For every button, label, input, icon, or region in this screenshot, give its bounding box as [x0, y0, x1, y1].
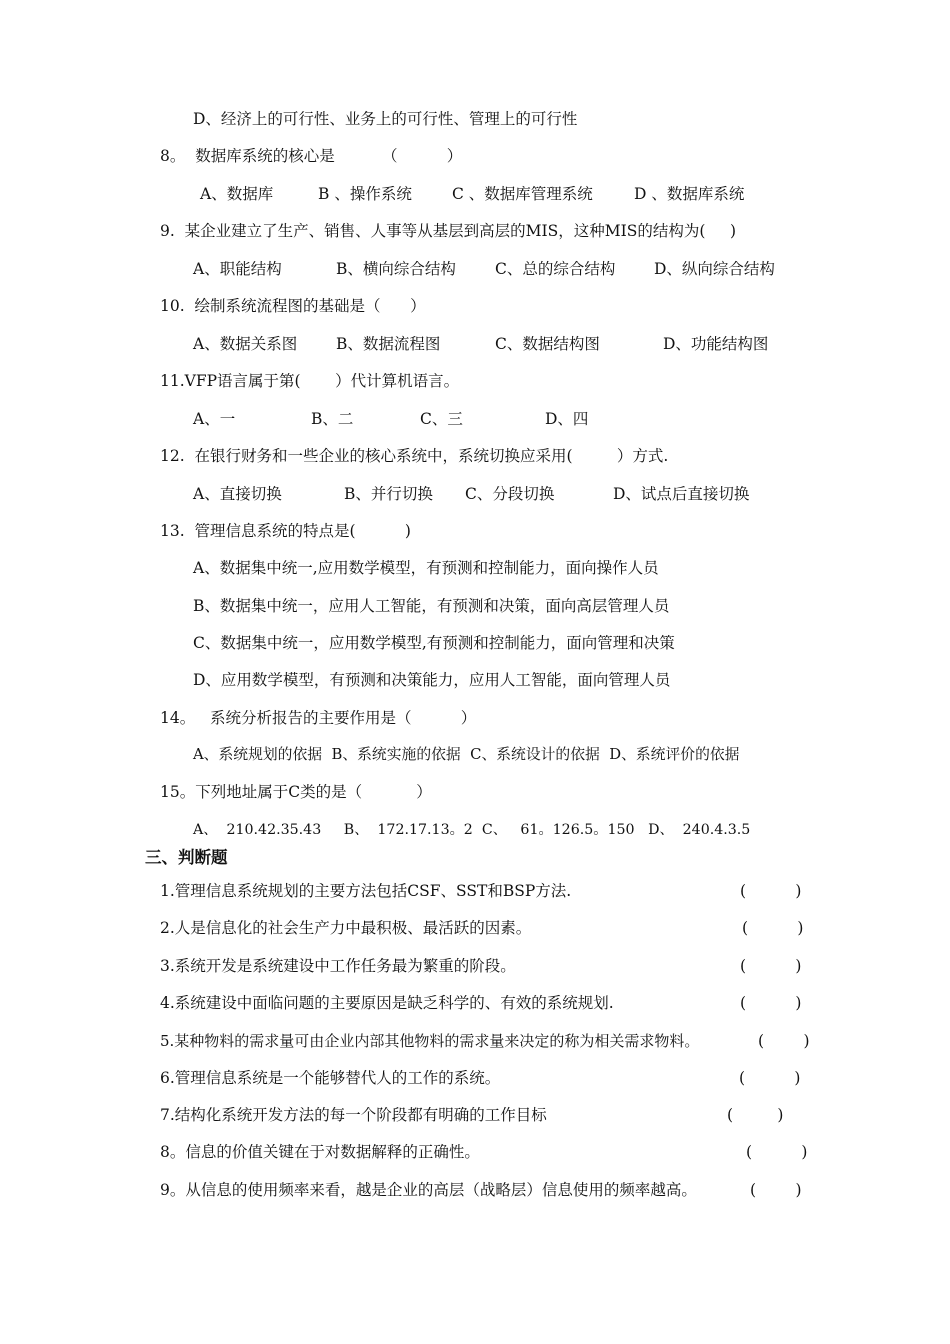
q15-options: A、 210.42.35.43 B、 172.17.13。2 C、 61。126.5。150 D、 240.4.3.5: [193, 822, 751, 838]
tf-item-6-paren: ( ): [739, 1069, 801, 1087]
section-heading: 三、判断题: [145, 848, 228, 867]
tf-item-9-paren: ( ): [750, 1181, 802, 1199]
q11-stem: 11.VFP语言属于第( ）代计算机语言。: [160, 372, 460, 390]
q15-stem: 15。下列地址属于C类的是（ ）: [160, 783, 432, 801]
q10-option-c: C、数据结构图: [495, 335, 600, 353]
q8-answer-paren: （ ）: [382, 147, 463, 165]
tf-item-5-paren: ( ): [758, 1032, 810, 1050]
q12-stem: 12. 在银行财务和一些企业的核心系统中，系统切换应采用( ）方式.: [160, 447, 669, 465]
q10-option-a: A、数据关系图: [193, 335, 298, 353]
tf-item-3: 3.系统开发是系统建设中工作任务最为繁重的阶段。: [160, 957, 516, 975]
q13-option-c: C、数据集中统一，应用数学模型,有预测和控制能力，面向管理和决策: [193, 634, 675, 652]
tf-item-2: 2.人是信息化的社会生产力中最积极、最活跃的因素。: [160, 919, 532, 937]
q9-option-b: B、横向综合结构: [336, 260, 456, 278]
q13-stem: 13. 管理信息系统的特点是( ): [160, 522, 411, 540]
q8-option-b: B 、操作系统: [318, 185, 412, 203]
q9-option-c: C、总的综合结构: [495, 260, 616, 278]
q10-option-b: B、数据流程图: [336, 335, 441, 353]
tf-item-1-paren: ( ): [740, 882, 802, 900]
q8-stem: 8。 数据库系统的核心是: [160, 147, 335, 165]
tf-item-6: 6.管理信息系统是一个能够替代人的工作的系统。: [160, 1069, 501, 1087]
q7-option-d: D、经济上的可行性、业务上的可行性、管理上的可行性: [193, 110, 578, 128]
q12-option-c: C、分段切换: [465, 485, 555, 503]
q11-option-b: B、二: [311, 410, 354, 428]
q10-option-d: D、功能结构图: [663, 335, 769, 353]
tf-item-4: 4.系统建设中面临问题的主要原因是缺乏科学的、有效的系统规划.: [160, 994, 614, 1012]
q12-option-d: D、试点后直接切换: [613, 485, 750, 503]
tf-item-3-paren: ( ): [740, 957, 802, 975]
q14-options: A、系统规划的依据 B、系统实施的依据 C、系统设计的依据 D、系统评价的依据: [193, 746, 740, 763]
q14-stem: 14。 系统分析报告的主要作用是（ ）: [160, 709, 477, 727]
tf-item-2-paren: ( ): [742, 919, 804, 937]
q11-option-d: D、四: [545, 410, 589, 428]
q13-option-b: B、数据集中统一，应用人工智能，有预测和决策，面向高层管理人员: [193, 597, 670, 615]
q9-option-d: D、纵向综合结构: [654, 260, 775, 278]
tf-item-4-paren: ( ): [740, 994, 802, 1012]
q10-stem: 10. 绘制系统流程图的基础是（ ）: [160, 297, 426, 315]
q12-option-b: B、并行切换: [344, 485, 433, 503]
q12-option-a: A、直接切换: [193, 485, 282, 503]
tf-item-7-paren: ( ): [727, 1106, 784, 1124]
tf-item-5: 5.某种物料的需求量可由企业内部其他物料的需求量来决定的称为相关需求物料。: [160, 1032, 700, 1050]
q9-stem: 9. 某企业建立了生产、销售、人事等从基层到高层的MIS，这种MIS的结构为( ): [160, 222, 737, 240]
q11-option-c: C、三: [420, 410, 463, 428]
q8-option-c: C 、数据库管理系统: [452, 185, 593, 203]
q13-option-d: D、应用数学模型，有预测和决策能力，应用人工智能，面向管理人员: [193, 671, 671, 689]
q8-option-d: D 、数据库系统: [634, 185, 745, 203]
q9-option-a: A、职能结构: [193, 260, 282, 278]
tf-item-7: 7.结构化系统开发方法的每一个阶段都有明确的工作目标: [160, 1106, 547, 1124]
tf-item-8: 8。信息的价值关键在于对数据解释的正确性。: [160, 1143, 480, 1161]
tf-item-9: 9。从信息的使用频率来看，越是企业的高层（战略层）信息使用的频率越高。: [160, 1181, 697, 1199]
tf-item-8-paren: ( ): [746, 1143, 808, 1161]
q11-option-a: A、一: [193, 410, 236, 428]
q8-option-a: A、数据库: [200, 185, 274, 203]
q13-option-a: A、数据集中统一,应用数学模型，有预测和控制能力，面向操作人员: [193, 559, 659, 577]
tf-item-1: 1.管理信息系统规划的主要方法包括CSF、SST和BSP方法.: [160, 882, 572, 900]
